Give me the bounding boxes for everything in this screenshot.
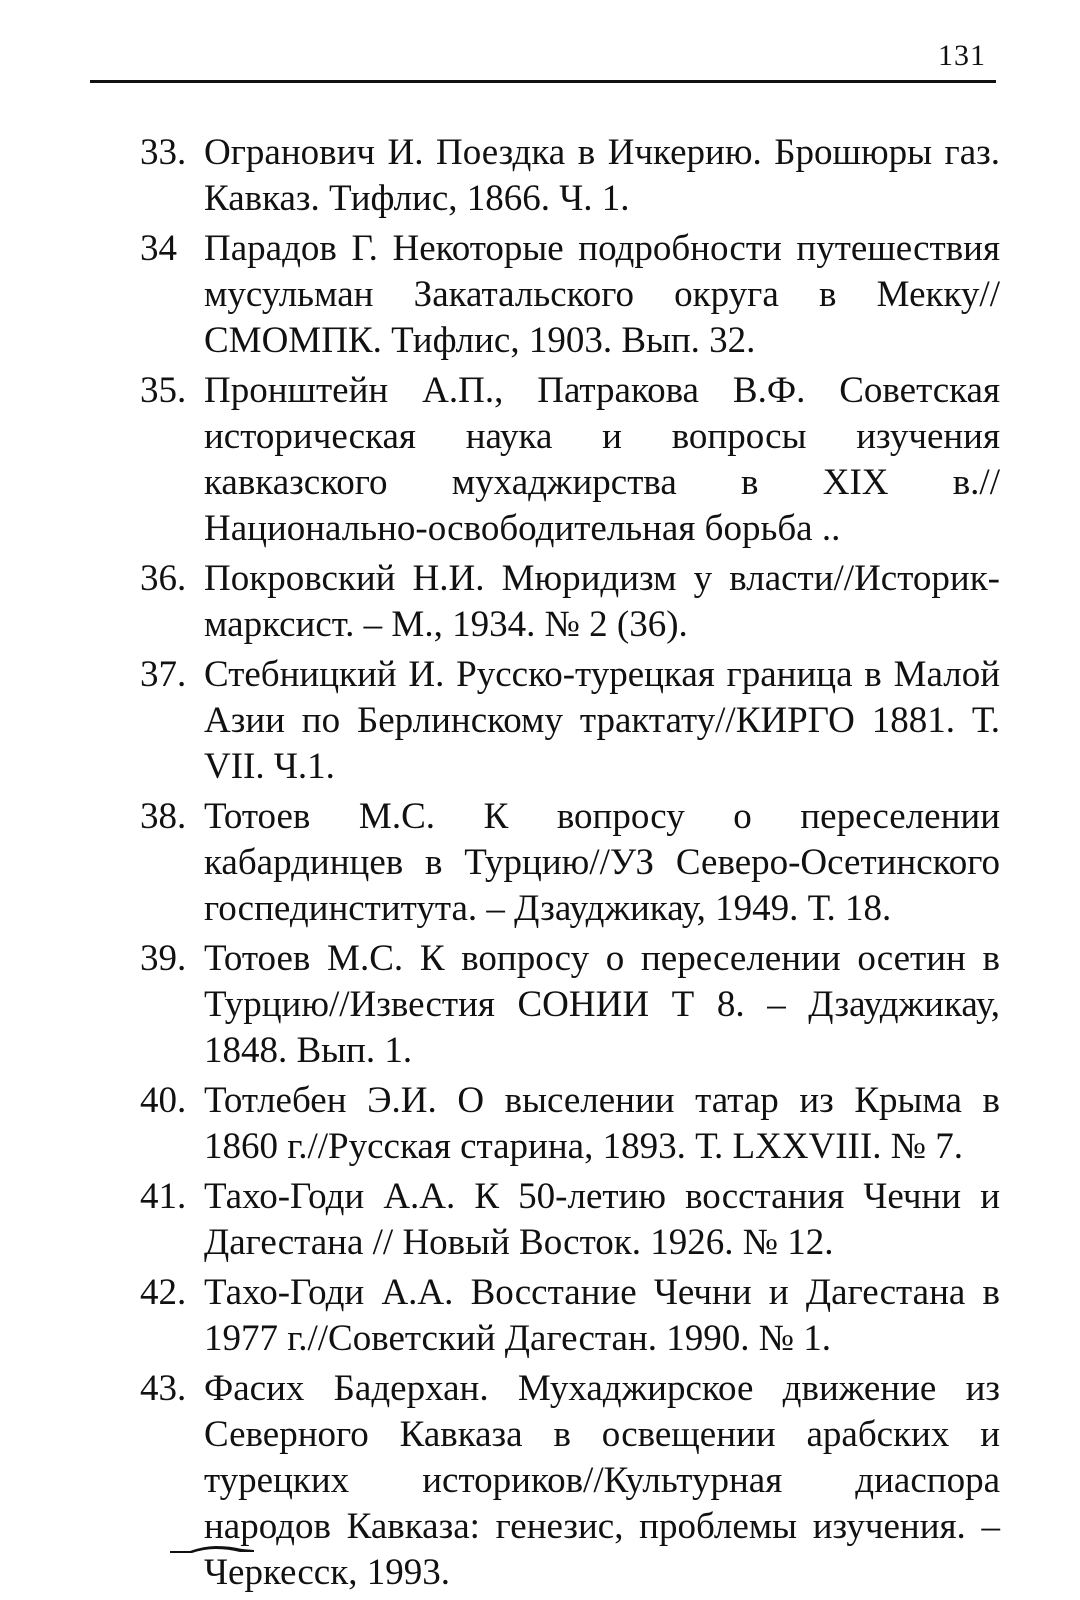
bibliography-entry bbox=[140, 936, 1000, 1074]
entry-number: 39. bbox=[140, 938, 187, 979]
bibliography-entry bbox=[140, 368, 1000, 552]
entry-text: Огранович И. Поездка в Ичкерию. Брошюры газ. Кавказ. Тифлис, 1866. Ч. 1. bbox=[204, 132, 1000, 219]
header-rule bbox=[90, 80, 996, 83]
end-ornament bbox=[170, 1544, 254, 1554]
entry-text: Парадов Г. Некоторые подробности путешествия мусульман Закатальского округа в Мекку//СМОМПК. Тифлис, 1903. Вып. 32. bbox=[204, 228, 1000, 361]
bibliography-entry bbox=[140, 794, 1000, 932]
page-number: 131 bbox=[938, 39, 986, 72]
entry-text: Покровский Н.И. Мюридизм у власти//Историк-марксист. – М., 1934. № 2 (36). bbox=[204, 558, 1000, 645]
entry-text: Стебницкий И. Русско-турецкая граница в Малой Азии по Берлинскому трактату//КИРГО 1881. Т. VII. Ч.1. bbox=[204, 654, 1000, 787]
entry-text: Тахо-Годи А.А. К 50-летию восстания Чечни и Дагестана // Новый Восток. 1926. № 12. bbox=[204, 1176, 1000, 1263]
bibliography-entry bbox=[140, 652, 1000, 790]
entry-number: 34 bbox=[140, 228, 177, 269]
bibliography-entry bbox=[140, 1078, 1000, 1170]
bibliography-entry bbox=[140, 130, 1000, 222]
bibliography-entry bbox=[140, 1174, 1000, 1266]
bibliography-list bbox=[140, 130, 1000, 1600]
bibliography-entry bbox=[140, 226, 1000, 364]
entry-text: Тахо-Годи А.А. Восстание Чечни и Дагестана в 1977 г.//Советский Дагестан. 1990. № 1. bbox=[204, 1272, 1000, 1359]
entry-text: Тотоев М.С. К вопросу о переселении осетин в Турцию//Известия СОНИИ Т 8. – Дзауджикау, 1848. Вып. 1. bbox=[204, 938, 1000, 1071]
bibliography-entry bbox=[140, 1270, 1000, 1362]
entry-text: Тотоев М.С. К вопросу о переселении кабардинцев в Турцию//УЗ Северо-Осетинского госпединститута. – Дзауджикау, 1949. Т. 18. bbox=[204, 796, 1000, 929]
entry-number: 36. bbox=[140, 558, 187, 599]
entry-number: 42. bbox=[140, 1272, 187, 1313]
entry-number: 41. bbox=[140, 1176, 187, 1217]
entry-text: Тотлебен Э.И. О выселении татар из Крыма в 1860 г.//Русская старина, 1893. Т. LXXVIII. № 7. bbox=[204, 1080, 1000, 1167]
entry-number: 40. bbox=[140, 1080, 187, 1121]
entry-number: 43. bbox=[140, 1368, 187, 1409]
entry-text: Пронштейн А.П., Патракова В.Ф. Советская историческая наука и вопросы изучения кавказского мухаджирства в XIX в.//Национально-освободительная борьба .. bbox=[204, 370, 1000, 549]
bibliography-entry bbox=[140, 1366, 1000, 1596]
entry-number: 33. bbox=[140, 132, 187, 173]
entry-number: 37. bbox=[140, 654, 187, 695]
bibliography-entry bbox=[140, 556, 1000, 648]
entry-text: Фасих Бадерхан. Мухаджирское движение из Северного Кавказа в освещении арабских и турецких историков//Культурная диаспора народов Кавказа: генезис, проблемы изучения. – Черкесск, 1993. bbox=[204, 1368, 1000, 1593]
entry-number: 35. bbox=[140, 370, 187, 411]
entry-number: 38. bbox=[140, 796, 187, 837]
